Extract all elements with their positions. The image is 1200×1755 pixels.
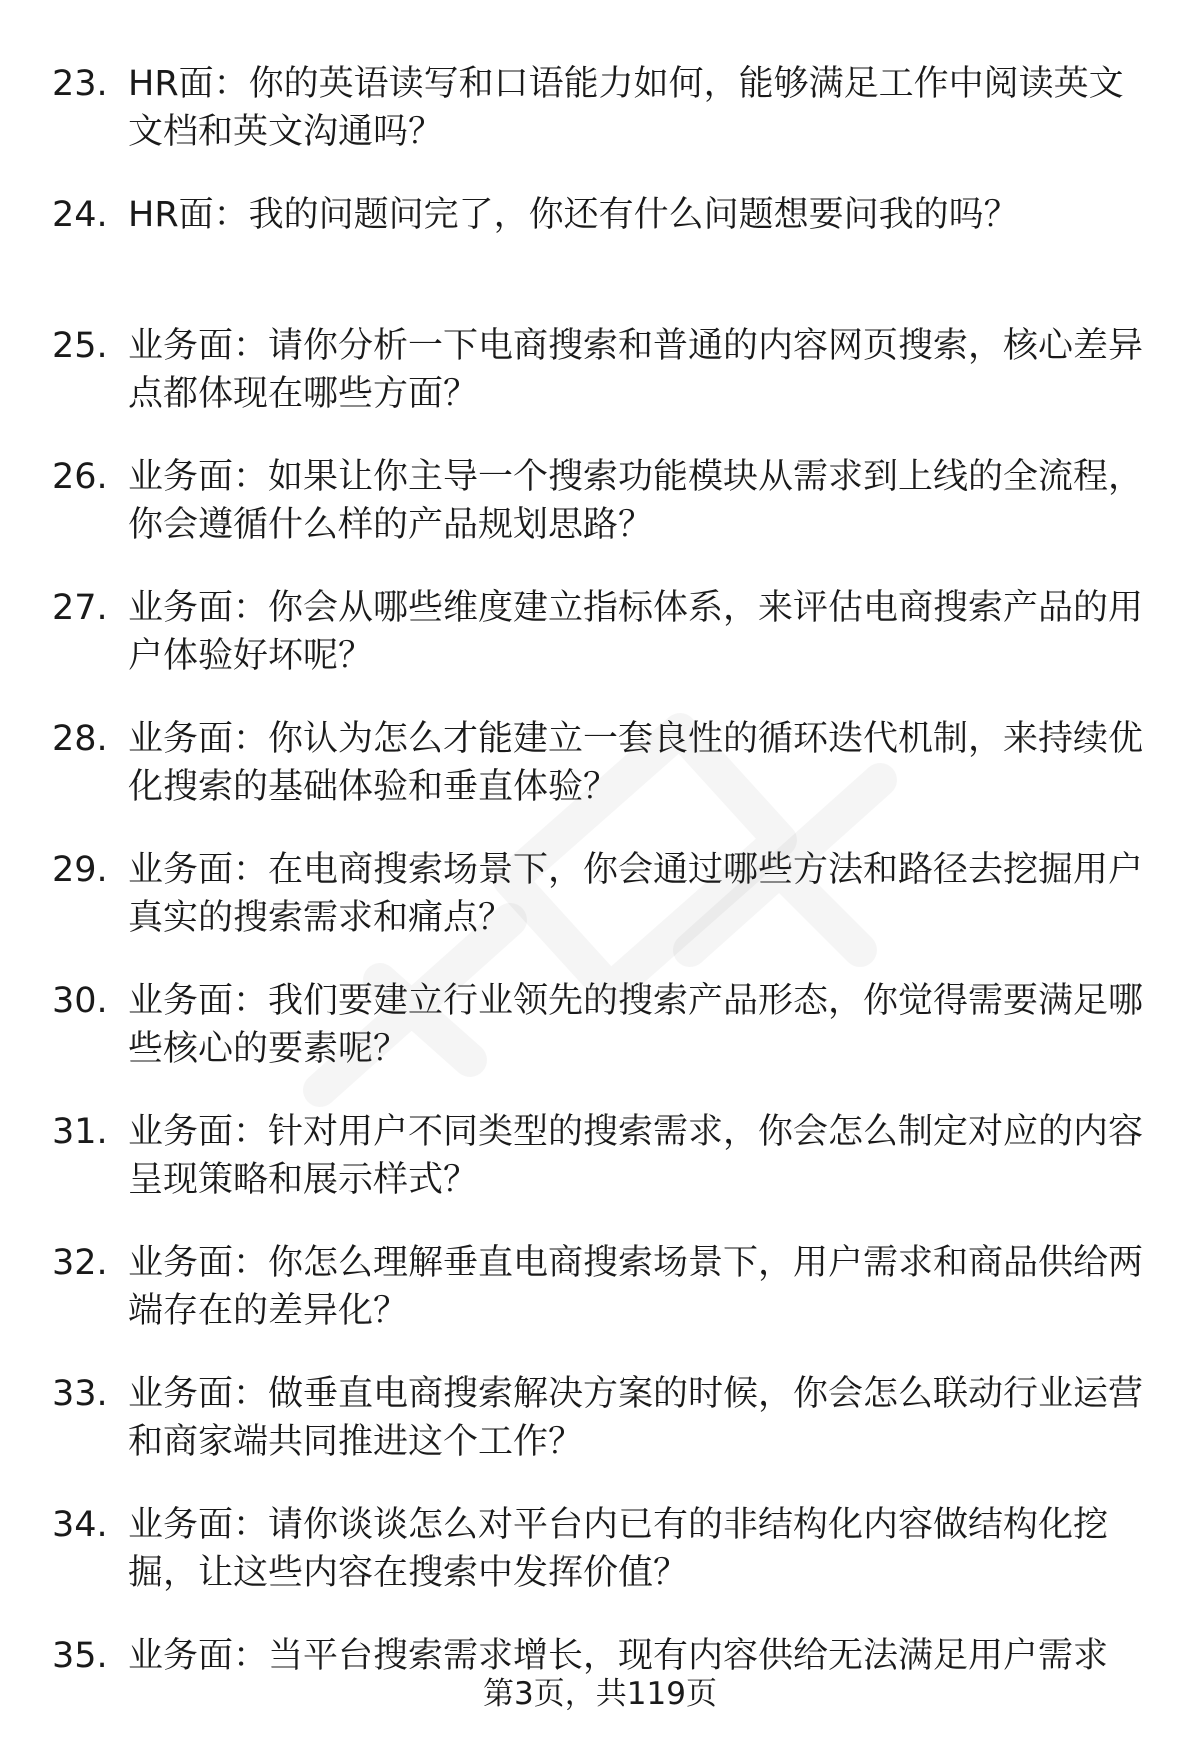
- question-number: 33.: [52, 1374, 108, 1414]
- question-number: 26.: [52, 457, 108, 497]
- question-text: 业务面：针对用户不同类型的搜索需求，你会怎么制定对应的内容呈现策略和展示样式？: [128, 1112, 1144, 1200]
- question-item: [0, 431, 1200, 562]
- question-number: 24.: [52, 195, 108, 235]
- question-item: [0, 1479, 1200, 1610]
- page-footer: 第3页，共119页: [483, 1676, 717, 1712]
- question-number: 35.: [52, 1636, 108, 1676]
- question-item: [0, 38, 1200, 169]
- question-text: HR面：我的问题问完了，你还有什么问题想要问我的吗？: [128, 195, 1019, 235]
- question-number: 34.: [52, 1505, 108, 1545]
- question-text: 业务面：如果让你主导一个搜索功能模块从需求到上线的全流程，你会遵循什么样的产品规划思路？: [128, 457, 1144, 545]
- question-item: [0, 1348, 1200, 1479]
- question-item: [0, 824, 1200, 955]
- question-text: 业务面：请你谈谈怎么对平台内已有的非结构化内容做结构化挖掘，让这些内容在搜索中发挥价值？: [128, 1505, 1109, 1593]
- question-text: 业务面：你认为怎么才能建立一套良性的循环迭代机制，来持续优化搜索的基础体验和垂直体验？: [128, 719, 1144, 807]
- question-item: [0, 1086, 1200, 1217]
- question-text: 业务面：请你分析一下电商搜索和普通的内容网页搜索，核心差异点都体现在哪些方面？: [128, 326, 1144, 414]
- question-number: 31.: [52, 1112, 108, 1152]
- question-number: 23.: [52, 64, 108, 104]
- question-text: 业务面：我们要建立行业领先的搜索产品形态，你觉得需要满足哪些核心的要素呢？: [128, 981, 1144, 1069]
- question-number: 27.: [52, 588, 108, 628]
- question-item: [0, 693, 1200, 824]
- question-text: HR面：你的英语读写和口语能力如何，能够满足工作中阅读英文文档和英文沟通吗？: [128, 64, 1124, 152]
- question-text: 业务面：在电商搜索场景下，你会通过哪些方法和路径去挖掘用户真实的搜索需求和痛点？: [128, 850, 1144, 938]
- question-number: 29.: [52, 850, 108, 890]
- question-item: [0, 1217, 1200, 1348]
- question-item: [0, 300, 1200, 431]
- question-number: 25.: [52, 326, 108, 366]
- question-list: [0, 38, 1200, 1741]
- question-number: 28.: [52, 719, 108, 759]
- question-item: [0, 955, 1200, 1086]
- question-number: 30.: [52, 981, 108, 1021]
- question-text: 业务面：做垂直电商搜索解决方案的时候，你会怎么联动行业运营和商家端共同推进这个工作？: [128, 1374, 1144, 1462]
- question-item: [0, 562, 1200, 693]
- question-number: 32.: [52, 1243, 108, 1283]
- question-item: [0, 169, 1200, 300]
- question-text: 业务面：你会从哪些维度建立指标体系，来评估电商搜索产品的用户体验好坏呢？: [128, 588, 1144, 676]
- question-text: 业务面：当平台搜索需求增长，现有内容供给无法满足用户需求: [128, 1636, 1109, 1676]
- question-text: 业务面：你怎么理解垂直电商搜索场景下，用户需求和商品供给两端存在的差异化？: [128, 1243, 1144, 1331]
